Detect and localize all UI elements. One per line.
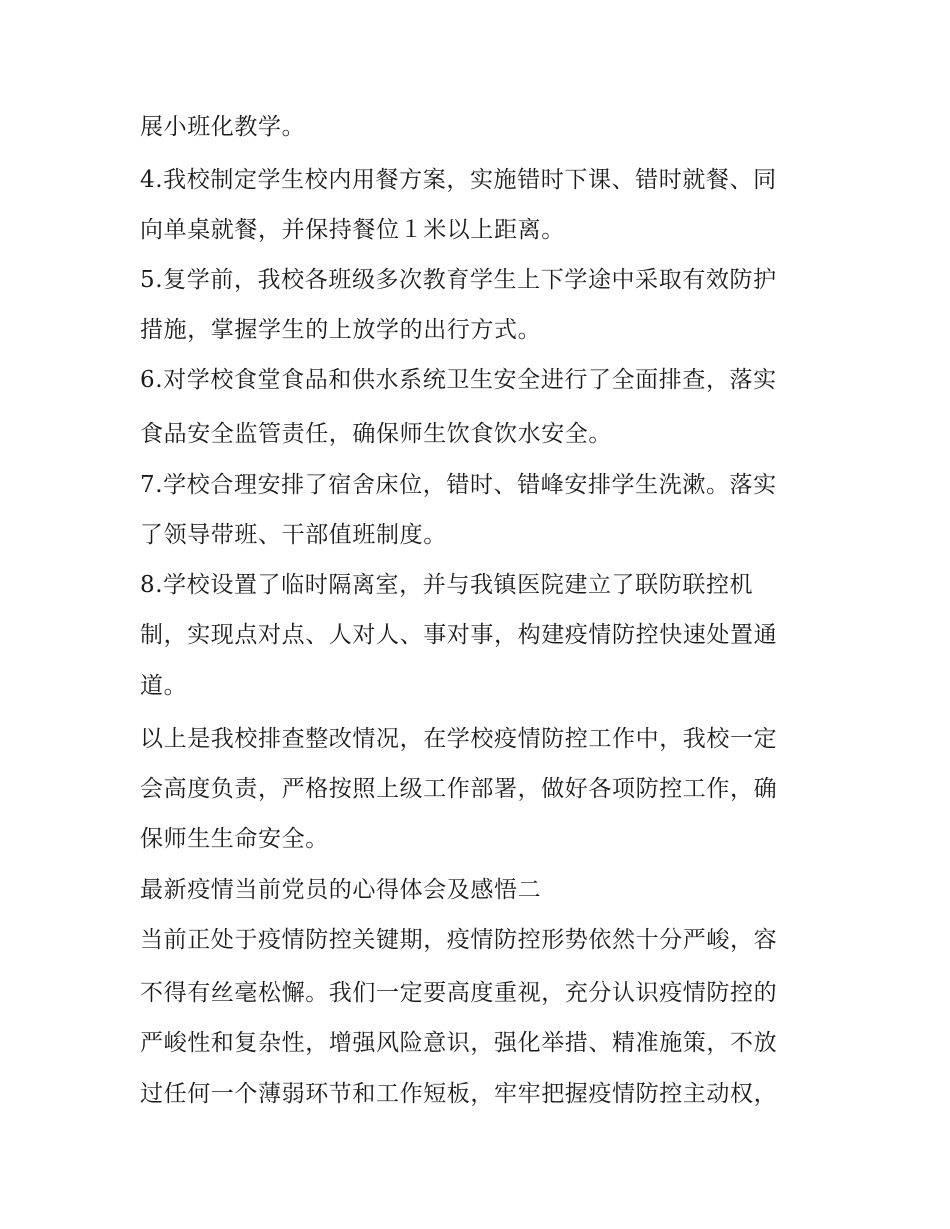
text-line: 制，实现点对点、人对人、事对事，构建疫情防控快速处置通 bbox=[140, 622, 778, 648]
text-line: 当前正处于疫情防控关键期，疫情防控形势依然十分严峻，容 bbox=[140, 927, 778, 953]
text-line: 7.学校合理安排了宿舍床位，错时、错峰安排学生洗漱。落实 bbox=[140, 472, 777, 498]
text-line: 展小班化教学。 bbox=[140, 114, 306, 140]
text-line: 会高度负责，严格按照上级工作部署，做好各项防控工作，确 bbox=[140, 776, 778, 802]
text-line: 4.我校制定学生校内用餐方案，实施错时下课、错时就餐、同 bbox=[140, 167, 777, 193]
text-line: 严峻性和复杂性，增强风险意识，强化举措、精准施策，不放 bbox=[140, 1030, 778, 1056]
text-line: 8.学校设置了临时隔离室，并与我镇医院建立了联防联控机 bbox=[140, 572, 754, 598]
section-heading: 最新疫情当前党员的心得体会及感悟二 bbox=[140, 877, 542, 903]
text-line: 6.对学校食堂食品和供水系统卫生安全进行了全面排查，落实 bbox=[140, 367, 777, 393]
text-line: 过任何一个薄弱环节和工作短板，牢牢把握疫情防控主动权， bbox=[140, 1081, 778, 1107]
text-line: 了领导带班、干部值班制度。 bbox=[140, 522, 447, 548]
text-line: 以上是我校排查整改情况，在学校疫情防控工作中，我校一定 bbox=[140, 726, 778, 752]
text-line: 5.复学前，我校各班级多次教育学生上下学途中采取有效防护 bbox=[140, 267, 777, 293]
text-line: 不得有丝毫松懈。我们一定要高度重视，充分认识疫情防控的 bbox=[140, 980, 778, 1006]
text-line: 食品安全监管责任，确保师生饮食饮水安全。 bbox=[140, 421, 612, 447]
text-line: 保师生生命安全。 bbox=[140, 826, 329, 852]
text-line: 措施，掌握学生的上放学的出行方式。 bbox=[140, 317, 542, 343]
text-line: 道。 bbox=[140, 673, 188, 699]
text-line: 向单桌就餐，并保持餐位１米以上距离。 bbox=[140, 217, 565, 243]
